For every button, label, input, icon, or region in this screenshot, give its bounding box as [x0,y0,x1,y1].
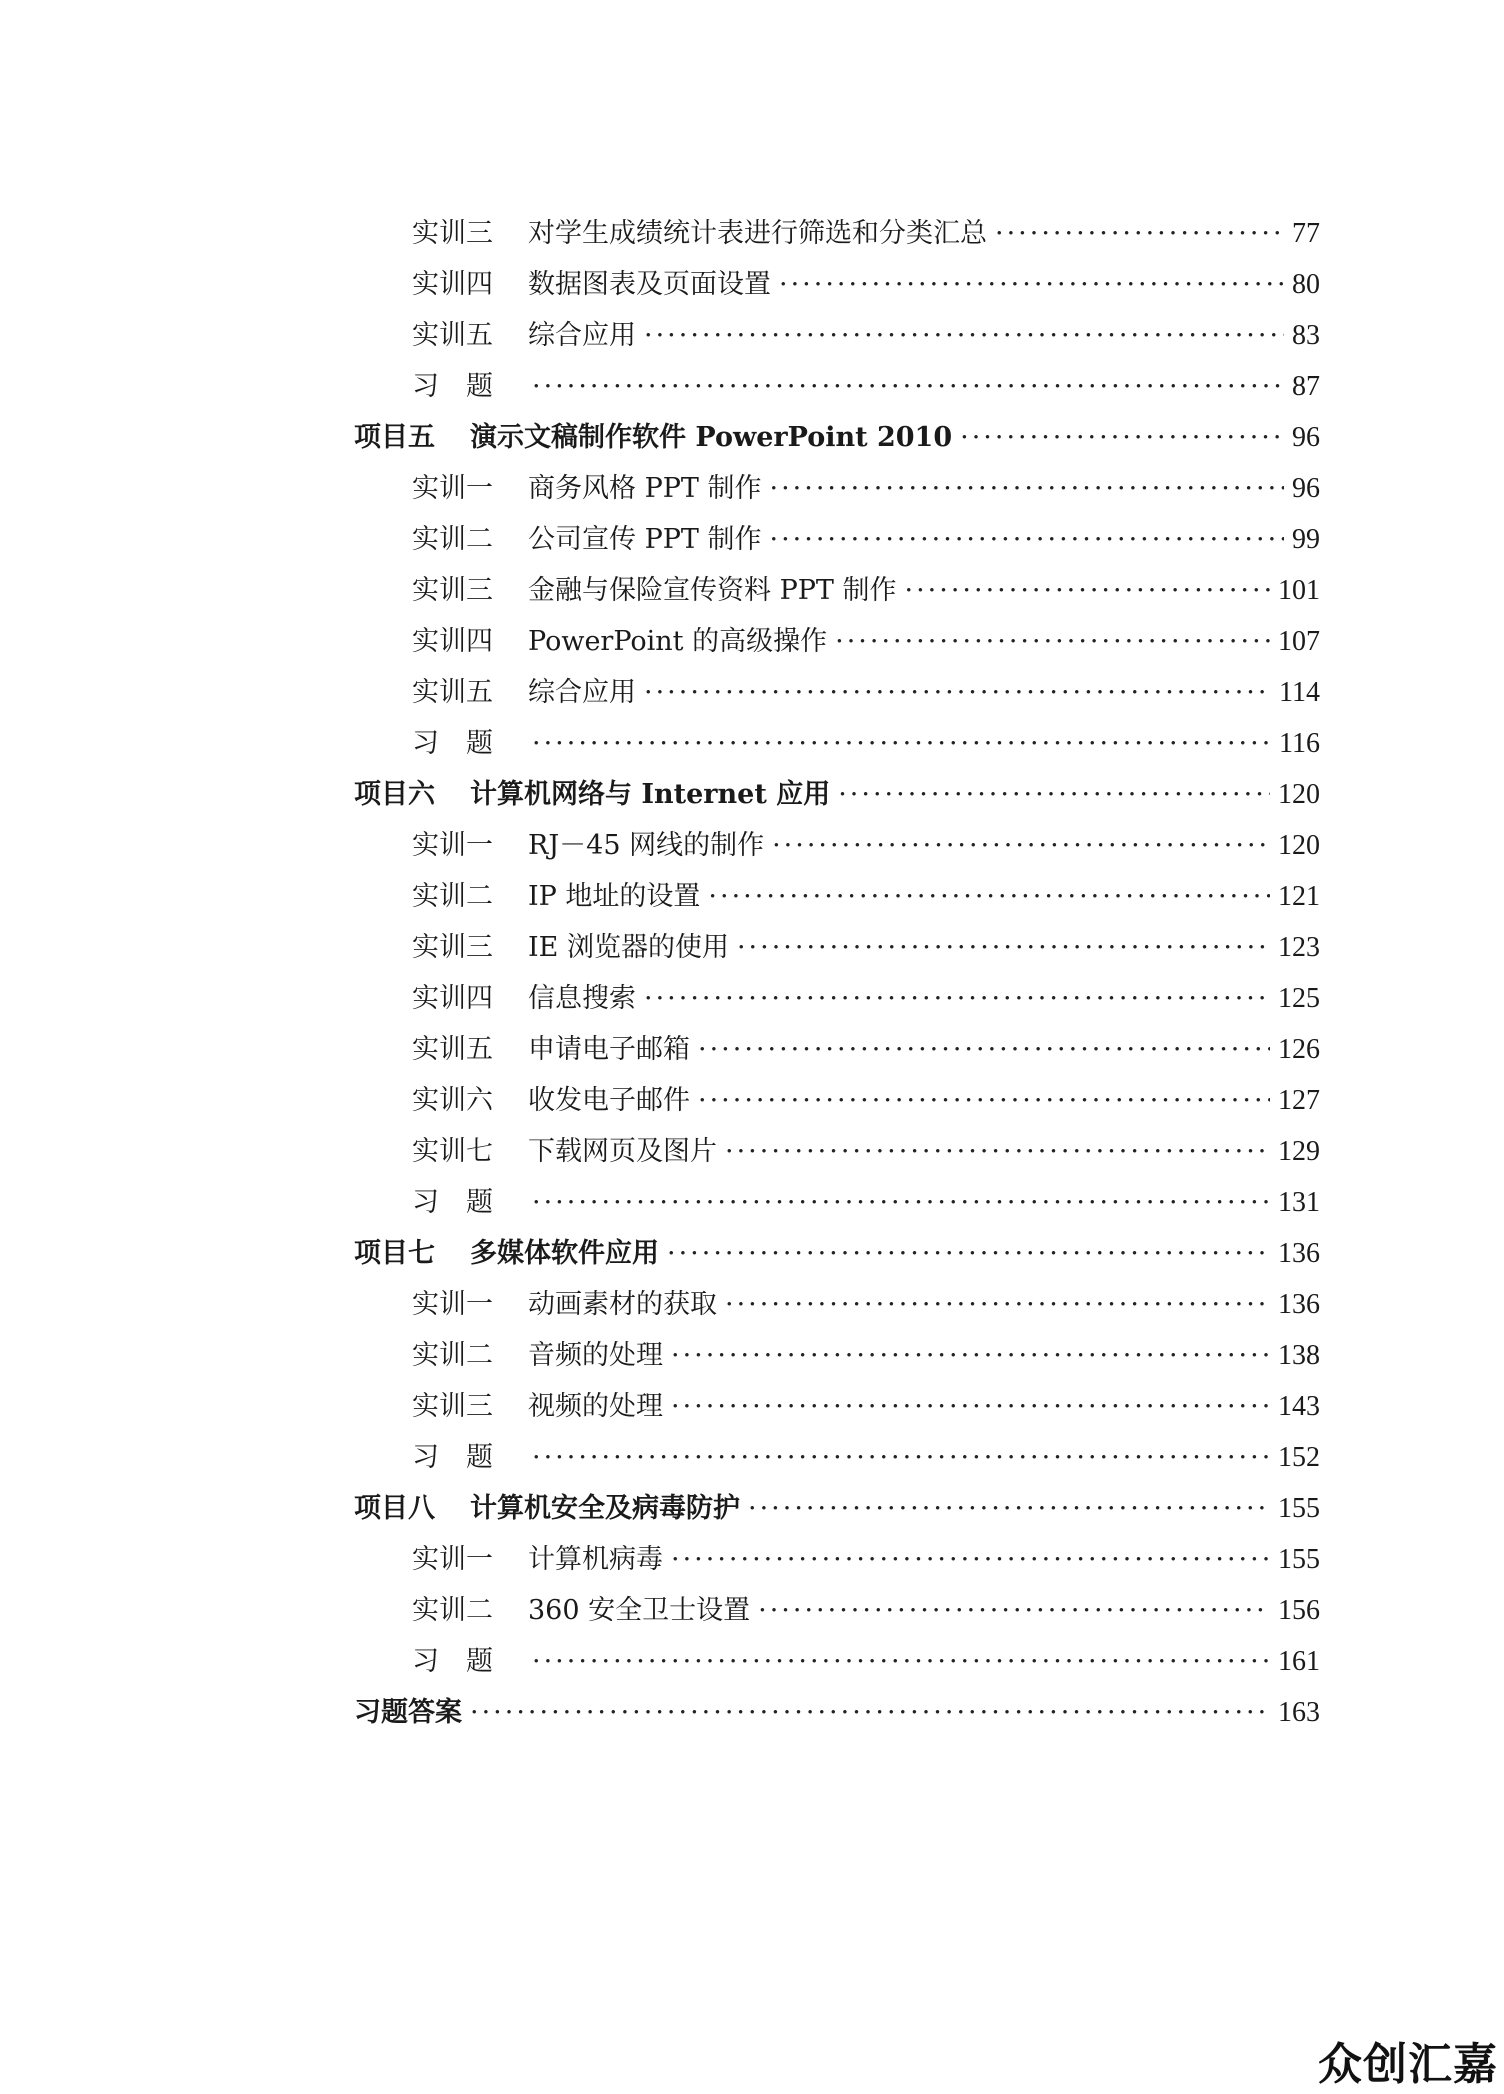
toc-page-number: 163 [1278,1697,1320,1728]
toc-page-number: 116 [1279,728,1320,759]
toc-page-number: 80 [1292,269,1320,300]
toc-dot-leader [770,469,1284,509]
toc-entry-prefix: 实训五 [412,1034,493,1065]
toc-project-entry[interactable] [354,418,1320,458]
toc-entry-title: 数据图表及页面设置 [528,269,771,300]
toc-entry-prefix: 实训三 [412,932,493,963]
toc-page-number: 96 [1292,473,1320,504]
toc-training-entry[interactable] [412,1591,1320,1631]
toc-entry-prefix: 实训一 [412,1544,493,1575]
toc-entry-title: 下载网页及图片 [528,1136,717,1167]
toc-training-entry[interactable] [412,1438,1320,1478]
toc-dot-leader [644,673,1271,713]
toc-dot-leader [470,1693,1270,1733]
toc-entry-title: 计算机网络与 Internet 应用 [470,779,831,810]
toc-page-number: 155 [1278,1493,1320,1524]
toc-entry-prefix: 实训四 [412,626,493,657]
toc-page-number: 87 [1292,371,1320,402]
toc-entry-prefix: 习 题 [412,1442,493,1473]
toc-entry-prefix: 习 题 [412,1646,493,1677]
toc-entry-title: 信息搜索 [528,983,636,1014]
toc-project-entry[interactable] [354,1234,1320,1274]
toc-entry-prefix: 实训五 [412,320,493,351]
toc-dot-leader [532,1183,1270,1223]
toc-dot-leader [698,1030,1270,1070]
toc-dot-leader [758,1591,1270,1631]
toc-entry-title: PowerPoint 的高级操作 [528,626,828,657]
toc-entry-title: 对学生成绩统计表进行筛选和分类汇总 [528,218,987,249]
toc-dot-leader [835,622,1270,662]
toc-dot-leader [671,1387,1270,1427]
toc-dot-leader [838,775,1270,815]
toc-entry-prefix: 习 题 [412,371,493,402]
toc-training-entry[interactable] [412,826,1320,866]
toc-page-number: 107 [1278,626,1320,657]
toc-entry-prefix: 项目八 [354,1493,435,1524]
toc-training-entry[interactable] [412,673,1320,713]
toc-training-entry[interactable] [412,469,1320,509]
toc-entry-title: 动画素材的获取 [528,1289,717,1320]
toc-entry-title: 综合应用 [528,677,636,708]
toc-training-entry[interactable] [412,214,1320,254]
toc-training-entry[interactable] [412,1285,1320,1325]
toc-training-entry[interactable] [412,520,1320,560]
toc-dot-leader [770,520,1284,560]
toc-dot-leader [532,1642,1270,1682]
toc-entry-title: 公司宣传 PPT 制作 [528,524,762,555]
toc-entry-title: IP 地址的设置 [528,881,701,912]
toc-entry-prefix: 实训五 [412,677,493,708]
toc-page-number: 99 [1292,524,1320,555]
toc-dot-leader [748,1489,1270,1529]
toc-dot-leader [737,928,1270,968]
toc-training-entry[interactable] [412,877,1320,917]
toc-entry-title: 综合应用 [528,320,636,351]
toc-entry-title: 多媒体软件应用 [470,1238,659,1269]
toc-dot-leader [725,1285,1270,1325]
toc-training-entry[interactable] [412,724,1320,764]
toc-training-entry[interactable] [412,1183,1320,1223]
toc-entry-title: 收发电子邮件 [528,1085,690,1116]
toc-entry-title: 商务风格 PPT 制作 [528,473,762,504]
toc-entry-prefix: 习 题 [412,728,493,759]
toc-entry-title: 计算机安全及病毒防护 [470,1493,740,1524]
toc-entry-prefix: 实训三 [412,575,493,606]
toc-entry-title: 360 安全卫士设置 [528,1595,751,1626]
toc-page-number: 138 [1278,1340,1320,1371]
toc-entry-title: 计算机病毒 [528,1544,663,1575]
toc-entry-prefix: 实训六 [412,1085,493,1116]
toc-page-number: 83 [1292,320,1320,351]
toc-dot-leader [708,877,1270,917]
toc-appendix-entry[interactable] [354,1693,1320,1733]
toc-entry-title: 习题答案 [354,1697,462,1728]
toc-dot-leader [779,265,1284,305]
toc-entry-title: 视频的处理 [528,1391,663,1422]
toc-page-number: 127 [1278,1085,1320,1116]
toc-entry-title: 演示文稿制作软件 PowerPoint 2010 [470,422,953,453]
toc-page-number: 101 [1278,575,1320,606]
toc-entry-prefix: 实训一 [412,830,493,861]
toc-dot-leader [772,826,1270,866]
watermark-logo: 众创汇嘉 [1318,2039,1498,2090]
toc-entry-title: 申请电子邮箱 [528,1034,690,1065]
toc-dot-leader [960,418,1284,458]
toc-entry-title: 音频的处理 [528,1340,663,1371]
toc-training-entry[interactable] [412,1030,1320,1070]
toc-training-entry[interactable] [412,265,1320,305]
toc-page-number: 77 [1292,218,1320,249]
toc-entry-title: RJ－45 网线的制作 [528,830,765,861]
toc-entry-prefix: 实训一 [412,473,493,504]
toc-entry-prefix: 实训一 [412,1289,493,1320]
toc-page-number: 114 [1279,677,1320,708]
toc-dot-leader [671,1336,1270,1376]
toc-entry-prefix: 实训二 [412,1340,493,1371]
toc-page-number: 121 [1278,881,1320,912]
toc-entry-title: IE 浏览器的使用 [528,932,729,963]
toc-dot-leader [644,316,1284,356]
toc-training-entry[interactable] [412,1642,1320,1682]
toc-training-entry[interactable] [412,1132,1320,1172]
toc-dot-leader [725,1132,1270,1172]
toc-training-entry[interactable] [412,979,1320,1019]
toc-entry-prefix: 习 题 [412,1187,493,1218]
toc-dot-leader [644,979,1270,1019]
toc-page-number: 125 [1278,983,1320,1014]
toc-project-entry[interactable] [354,1489,1320,1529]
toc-entry-title: 金融与保险宣传资料 PPT 制作 [528,575,897,606]
toc-training-entry[interactable] [412,1387,1320,1427]
toc-entry-prefix: 项目七 [354,1238,435,1269]
toc-dot-leader [532,724,1271,764]
toc-page-number: 136 [1278,1289,1320,1320]
toc-training-entry[interactable] [412,571,1320,611]
toc-entry-prefix: 实训四 [412,983,493,1014]
toc-training-entry[interactable] [412,1540,1320,1580]
toc-page-number: 120 [1278,830,1320,861]
toc-entry-prefix: 项目六 [354,779,435,810]
toc-page-number: 123 [1278,932,1320,963]
toc-project-entry[interactable] [354,775,1320,815]
toc-page-number: 155 [1278,1544,1320,1575]
toc-training-entry[interactable] [412,928,1320,968]
toc-entry-prefix: 实训七 [412,1136,493,1167]
toc-dot-leader [532,367,1284,407]
toc-page-number: 126 [1278,1034,1320,1065]
toc-page-number: 136 [1278,1238,1320,1269]
toc-entry-prefix: 实训二 [412,881,493,912]
toc-dot-leader [671,1540,1270,1580]
toc-page-number: 156 [1278,1595,1320,1626]
toc-training-entry[interactable] [412,622,1320,662]
toc-entry-prefix: 实训二 [412,524,493,555]
toc-training-entry[interactable] [412,1081,1320,1121]
toc-entry-prefix: 实训二 [412,1595,493,1626]
toc-page-number: 152 [1278,1442,1320,1473]
toc-page-number: 96 [1292,422,1320,453]
toc-entry-prefix: 项目五 [354,422,435,453]
toc-page-number: 129 [1278,1136,1320,1167]
toc-dot-leader [698,1081,1270,1121]
toc-page-number: 131 [1278,1187,1320,1218]
toc-page-number: 143 [1278,1391,1320,1422]
toc-dot-leader [905,571,1270,611]
toc-entry-prefix: 实训三 [412,1391,493,1422]
toc-dot-leader [995,214,1284,254]
toc-page-number: 120 [1278,779,1320,810]
toc-training-entry[interactable] [412,1336,1320,1376]
toc-dot-leader [667,1234,1270,1274]
toc-dot-leader [532,1438,1270,1478]
toc-page-number: 161 [1278,1646,1320,1677]
toc-entry-prefix: 实训四 [412,269,493,300]
toc-entry-prefix: 实训三 [412,218,493,249]
toc-training-entry[interactable] [412,316,1320,356]
toc-training-entry[interactable] [412,367,1320,407]
